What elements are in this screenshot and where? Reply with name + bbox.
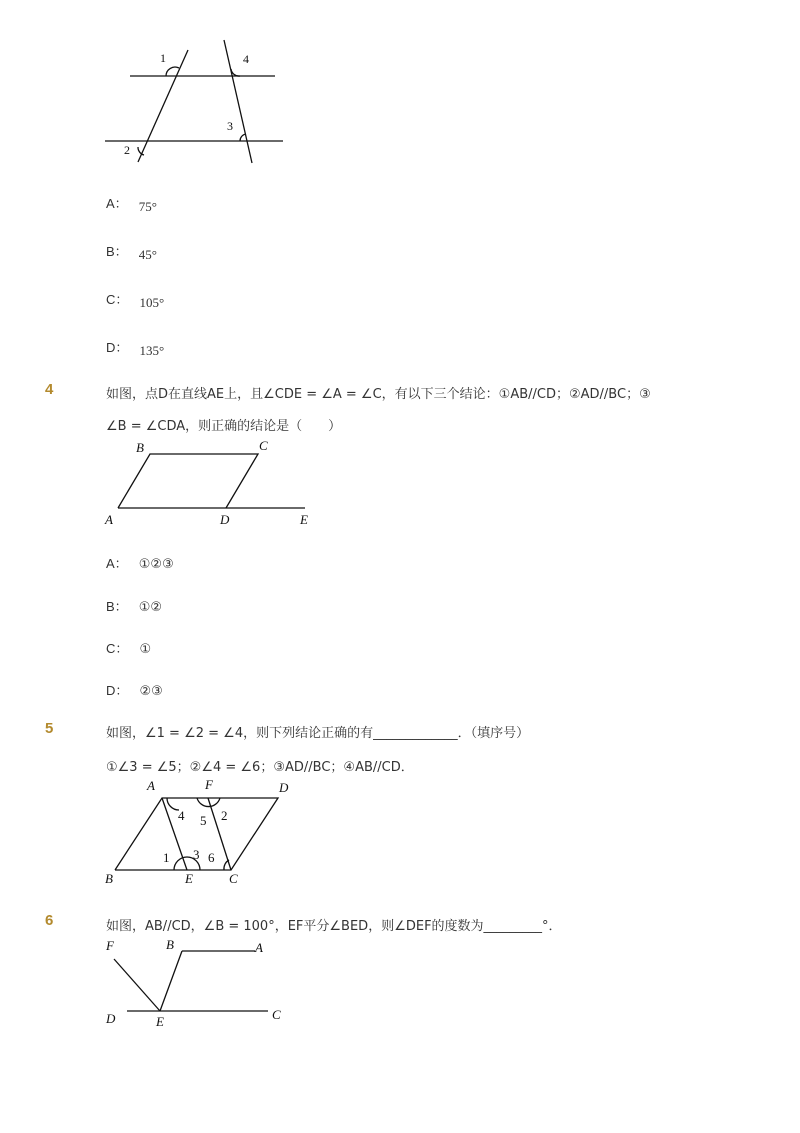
- q3-label-2: 2: [124, 143, 130, 157]
- q3-option-c[interactable]: [106, 289, 164, 308]
- q6-label-e: E: [156, 1014, 164, 1029]
- q4-label-b: B: [136, 440, 144, 455]
- q6-number: 6: [45, 912, 54, 929]
- q6-label-d: D: [106, 1011, 116, 1026]
- option-value: ①: [139, 642, 152, 657]
- q5-label-e: E: [185, 871, 193, 886]
- option-letter: A：: [106, 556, 128, 571]
- q4-label-e: E: [300, 512, 308, 527]
- q3-option-a[interactable]: [106, 193, 157, 212]
- q5-label-a: A: [147, 778, 155, 793]
- q5-label-d: D: [279, 780, 289, 795]
- option-value: ①②: [138, 600, 163, 615]
- q4-label-d: D: [220, 512, 230, 527]
- option-letter: B：: [106, 599, 128, 614]
- q6-segment-fe: [114, 959, 160, 1011]
- q4-text-line2: ∠B = ∠CDA，则正确的结论是（ ）: [106, 419, 342, 434]
- q4-option-c[interactable]: [106, 638, 151, 657]
- q3-figure: [100, 35, 290, 170]
- option-value: 75°: [138, 199, 157, 214]
- option-letter: C：: [106, 292, 129, 307]
- q5-text-line2: ①∠3 = ∠5；②∠4 = ∠6；③AD//BC；④AB//CD．: [106, 760, 414, 775]
- q6-segment-be: [160, 951, 182, 1011]
- q6-label-a: A: [255, 940, 263, 955]
- q4-parallelogram: [118, 454, 258, 508]
- q5-label-5: 5: [200, 813, 207, 828]
- q5-label-1: 1: [163, 850, 170, 865]
- option-letter: D：: [106, 683, 129, 698]
- option-letter: D：: [106, 340, 129, 355]
- q4-figure: [100, 436, 330, 531]
- option-letter: A：: [106, 196, 128, 211]
- option-value: 105°: [139, 295, 165, 310]
- option-value: 135°: [139, 343, 165, 358]
- q5-label-4: 4: [178, 808, 185, 823]
- q6-label-f: F: [106, 938, 114, 953]
- q3-label-3: 3: [227, 119, 233, 133]
- option-letter: C：: [106, 641, 129, 656]
- q5-label-f: F: [205, 777, 213, 792]
- option-value: ①②③: [138, 557, 174, 572]
- q5-label-c: C: [229, 871, 238, 886]
- q4-label-a: A: [105, 512, 113, 527]
- q3-option-b[interactable]: [106, 241, 157, 260]
- q5-label-6: 6: [208, 850, 215, 865]
- q5-figure: [100, 775, 300, 890]
- q6-figure: [100, 935, 300, 1030]
- q3-label-4: 4: [243, 52, 249, 66]
- q4-option-d[interactable]: [106, 680, 163, 699]
- option-letter: B：: [106, 244, 128, 259]
- option-value: ②③: [139, 684, 163, 699]
- q5-label-b: B: [105, 871, 113, 886]
- q4-option-a[interactable]: [106, 553, 174, 572]
- q4-number: 4: [45, 381, 54, 398]
- q4-option-b[interactable]: [106, 596, 162, 615]
- q6-label-b: B: [166, 937, 174, 952]
- q5-text-line1: 如图，∠1 = ∠2 = ∠4，则下列结论正确的有_____________．（填序号）: [106, 726, 530, 741]
- q3-option-d[interactable]: [106, 337, 164, 356]
- q3-label-1: 1: [160, 51, 166, 65]
- q6-text-line1: 如图，AB//CD，∠B = 100°，EF平分∠BED，则∠DEF的度数为_________°．: [106, 919, 562, 934]
- q4-text-line1: 如图，点D在直线AE上，且∠CDE = ∠A = ∠C，有以下三个结论：①AB//CD；②AD//BC；③: [106, 387, 651, 402]
- q6-label-c: C: [272, 1007, 281, 1022]
- q5-number: 5: [45, 720, 54, 737]
- q5-label-3: 3: [193, 847, 200, 862]
- q3-left-transversal: [138, 50, 188, 162]
- q5-label-2: 2: [221, 808, 228, 823]
- q4-label-c: C: [259, 438, 268, 453]
- option-value: 45°: [138, 247, 157, 262]
